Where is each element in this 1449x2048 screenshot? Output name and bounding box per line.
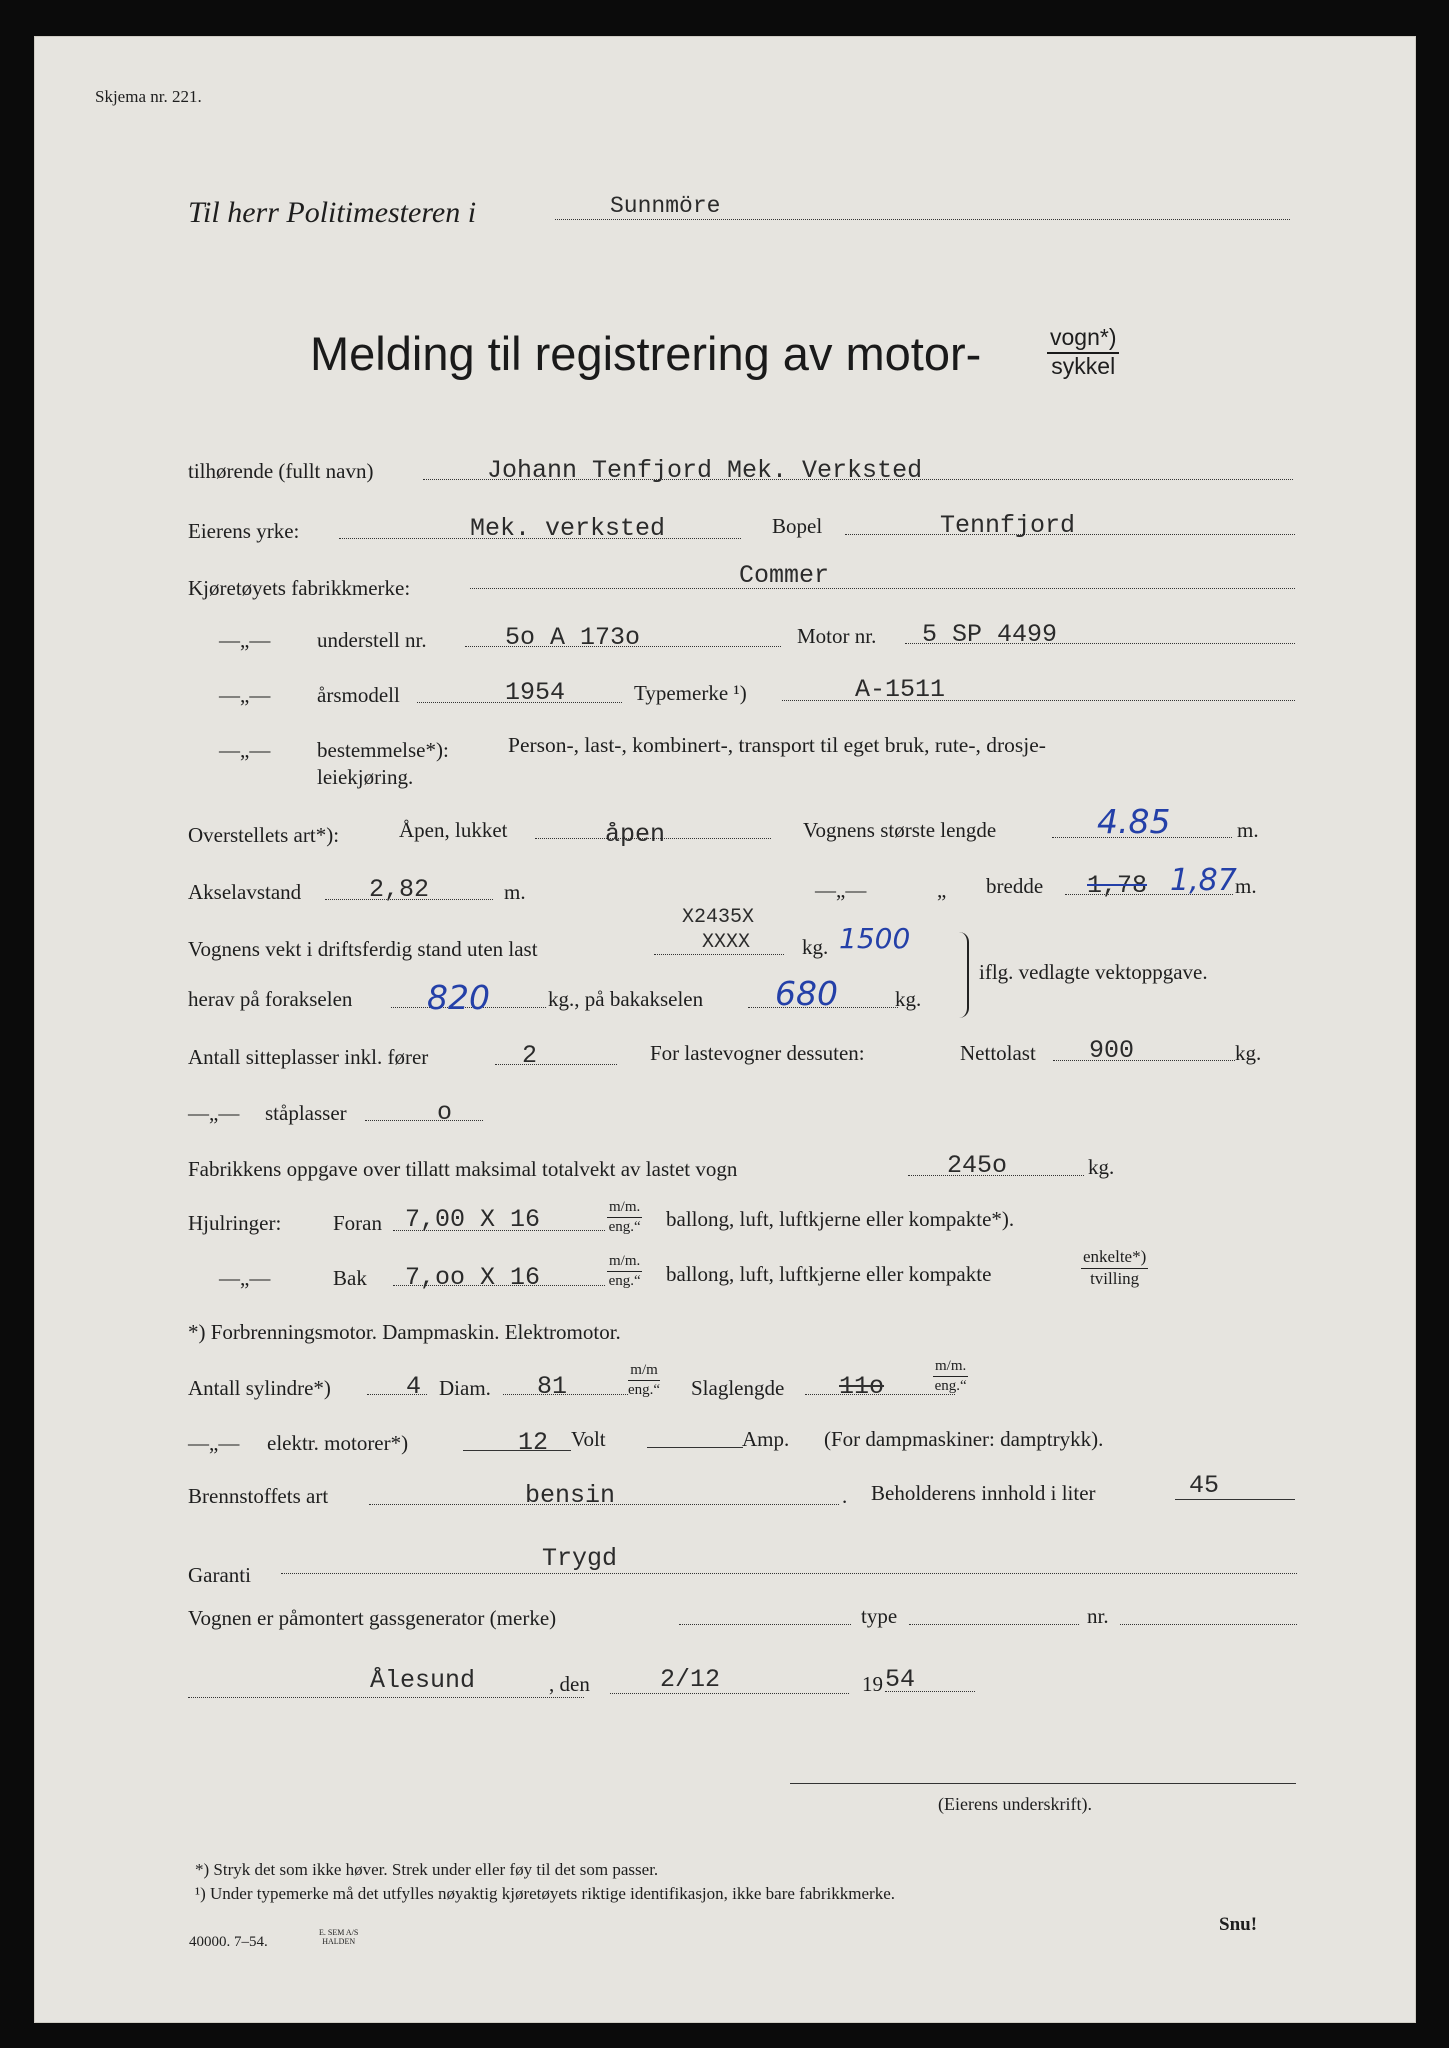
- owner-label: tilhørende (fullt navn): [188, 459, 374, 483]
- diameter-value[interactable]: 81: [537, 1372, 568, 1401]
- tires-rear-config-bottom: tvilling: [1090, 1268, 1140, 1288]
- place-value[interactable]: Ålesund: [370, 1666, 476, 1695]
- weight-label: Vognens vekt i driftsferdig stand uten last: [188, 937, 538, 961]
- printer-name-bottom: HALDEN: [322, 1936, 356, 1946]
- electric-label: elektr. motorer*): [267, 1431, 409, 1455]
- form-title: Melding til registrering av motor-: [310, 327, 982, 380]
- residence-label: Bopel: [772, 514, 823, 538]
- recipient-line: [555, 219, 1290, 220]
- signature-line[interactable]: [790, 1783, 1296, 1784]
- recipient-value[interactable]: Sunnmöre: [610, 193, 721, 219]
- motor-value[interactable]: 5 SP 4499: [922, 620, 1058, 649]
- gas-nr-line: [1120, 1624, 1297, 1625]
- electric-line: [463, 1450, 571, 1451]
- purpose-options-cont: leiekjøring.: [317, 765, 414, 789]
- tires-rear-config: [1081, 1248, 1148, 1288]
- type-label: Typemerke ¹): [634, 681, 747, 705]
- width-ditto-quote: „: [937, 878, 947, 902]
- standing-ditto: —„—: [188, 1101, 240, 1125]
- make-label: Kjøretøyets fabrikkmerke:: [188, 576, 411, 600]
- steam-pressure-label: (For dampmaskiner: damptrykk).: [824, 1427, 1104, 1451]
- standing-line: [365, 1120, 483, 1121]
- tank-value[interactable]: 45: [1189, 1471, 1220, 1500]
- tires-front-pos: Foran: [333, 1211, 382, 1235]
- tires-front-unit-bottom: eng.“: [608, 1218, 641, 1235]
- length-unit: m.: [1237, 818, 1259, 842]
- residence-value[interactable]: Tennfjord: [940, 511, 1076, 540]
- rear-axle-value[interactable]: 680: [775, 974, 838, 1013]
- weight-note: iflg. vedlagte vektoppgave.: [979, 960, 1208, 984]
- guarantee-label: Garanti: [188, 1563, 251, 1587]
- wheelbase-value[interactable]: 2,82: [369, 875, 430, 904]
- stroke-label: Slaglengde: [691, 1376, 785, 1400]
- tires-front-text: ballong, luft, luftkjerne eller kompakte*).: [666, 1207, 1015, 1231]
- amp-line: [647, 1447, 743, 1448]
- gas-generator-line: [679, 1624, 851, 1625]
- tires-rear-unit-bottom: eng.“: [608, 1272, 641, 1289]
- front-axle-unit: kg., på bakakselen: [548, 987, 704, 1011]
- form-number: Skjema nr. 221.: [95, 87, 202, 106]
- weight-crossed-bottom: XXXX: [702, 931, 751, 954]
- engine-types: *) Forbrenningsmotor. Dampmaskin. Elektromotor.: [188, 1320, 621, 1344]
- electric-value[interactable]: 12: [518, 1428, 549, 1457]
- max-weight-unit: kg.: [1088, 1155, 1115, 1179]
- make-value[interactable]: Commer: [739, 561, 830, 590]
- chassis-value[interactable]: 5o A 173o: [505, 623, 641, 652]
- weight-unit: kg.: [802, 935, 829, 959]
- gas-type-line: [909, 1624, 1079, 1625]
- weight-line: [654, 954, 784, 955]
- gas-type-label: type: [861, 1604, 898, 1628]
- cylinders-label: Antall sylindre*): [188, 1376, 331, 1400]
- body-type-options: Åpen, lukket: [399, 818, 508, 842]
- width-unit: m.: [1235, 874, 1257, 898]
- printer-name: [319, 1929, 358, 1947]
- type-value[interactable]: A-1511: [855, 675, 946, 704]
- max-weight-value[interactable]: 245o: [947, 1151, 1008, 1180]
- seats-value[interactable]: 2: [522, 1041, 538, 1070]
- purpose-options: Person-, last-, kombinert-, transport til eget bruk, rute-, drosje-: [508, 733, 1046, 757]
- fuel-value[interactable]: bensin: [525, 1481, 616, 1510]
- owner-value[interactable]: Johann Tenfjord Mek. Verksted: [487, 456, 923, 485]
- diameter-label: Diam.: [439, 1376, 491, 1400]
- model-year-value[interactable]: 1954: [505, 678, 566, 707]
- body-type-label: Overstellets art*):: [188, 823, 340, 847]
- date-value[interactable]: 2/12: [660, 1665, 721, 1694]
- date-den: , den: [549, 1672, 590, 1696]
- body-type-value[interactable]: åpen: [605, 820, 666, 849]
- model-year-ditto: —„—: [219, 683, 271, 707]
- gas-generator-label: Vognen er påmontert gassgenerator (merke): [188, 1606, 557, 1630]
- tires-rear-unit: [607, 1253, 642, 1289]
- footnote-typemerke: ¹) Under typemerke må det utfylles nøyaktig kjøretøyets riktige identifikasjon, ikke bare fabrikkmerke.: [195, 1884, 895, 1903]
- amp-label: Amp.: [742, 1427, 790, 1451]
- cargo-label: For lastevogner dessuten:: [650, 1041, 865, 1065]
- width-new-value[interactable]: 1,87: [1170, 863, 1237, 898]
- footnote-asterisk: *) Stryk det som ikke høver. Strek under eller føy til det som passer.: [195, 1860, 659, 1879]
- chassis-label: understell nr.: [317, 628, 427, 652]
- occupation-value[interactable]: Mek. verksted: [470, 514, 666, 543]
- diameter-unit-top: m/m: [628, 1362, 660, 1381]
- tires-rear-unit-top: m/m.: [607, 1253, 642, 1272]
- max-weight-label: Fabrikkens oppgave over tillatt maksimal totalvekt av lastet vogn: [188, 1157, 738, 1181]
- tires-front-value[interactable]: 7,00 X 16: [405, 1205, 541, 1234]
- occupation-label: Eierens yrke:: [188, 519, 300, 543]
- chassis-ditto: —„—: [219, 628, 271, 652]
- net-load-label: Nettolast: [960, 1041, 1036, 1065]
- weight-crossed-top: X2435X: [682, 906, 755, 929]
- weight-value[interactable]: 1500: [839, 922, 911, 955]
- diameter-unit: [628, 1362, 660, 1398]
- stroke-unit: [933, 1358, 968, 1394]
- title-vehicle-fraction: [1047, 325, 1119, 380]
- fuel-dot: .: [842, 1484, 848, 1508]
- tires-rear-pos: Bak: [333, 1266, 367, 1290]
- model-year-label: årsmodell: [317, 683, 400, 707]
- guarantee-value[interactable]: Trygd: [542, 1544, 618, 1573]
- seats-line: [495, 1064, 617, 1065]
- wheelbase-label: Akselavstand: [188, 880, 302, 904]
- signature-label: (Eierens underskrift).: [938, 1794, 1092, 1814]
- seats-label: Antall sitteplasser inkl. fører: [188, 1045, 429, 1069]
- title-fraction-bottom: sykkel: [1051, 353, 1116, 380]
- length-value[interactable]: 4.85: [1097, 802, 1171, 841]
- volt-label: Volt: [571, 1427, 606, 1451]
- motor-label: Motor nr.: [797, 624, 877, 648]
- tires-rear-value[interactable]: 7,oo X 16: [405, 1263, 541, 1292]
- standing-label: ståplasser: [265, 1101, 347, 1125]
- electric-ditto: —„—: [188, 1431, 240, 1455]
- front-axle-label: herav på forakselen: [188, 987, 353, 1011]
- purpose-label: bestemmelse*):: [317, 738, 449, 762]
- weight-brace: [957, 932, 969, 1018]
- stroke-unit-top: m/m.: [933, 1358, 968, 1377]
- make-line: [470, 588, 1295, 589]
- fuel-label: Brennstoffets art: [188, 1484, 329, 1508]
- length-label: Vognens største lengde: [803, 818, 997, 842]
- wheelbase-unit: m.: [504, 880, 526, 904]
- date-line: [610, 1693, 849, 1694]
- standing-value[interactable]: o: [437, 1098, 453, 1127]
- place-line: [188, 1697, 584, 1698]
- printer-name-top: E. SEM A/S: [319, 1928, 359, 1937]
- title-fraction-top: vogn*): [1047, 325, 1119, 354]
- net-load-unit: kg.: [1235, 1041, 1262, 1065]
- print-run: 40000. 7–54.: [189, 1934, 268, 1950]
- width-label: bredde: [986, 874, 1044, 898]
- stroke-unit-bottom: eng.“: [934, 1377, 967, 1394]
- tank-label: Beholderens innhold i liter: [871, 1481, 1096, 1505]
- rear-axle-unit: kg.: [895, 987, 922, 1011]
- tires-rear-config-top: enkelte*): [1081, 1248, 1148, 1269]
- gas-nr-label: nr.: [1087, 1604, 1109, 1628]
- year-prefix: 19: [862, 1672, 883, 1696]
- tires-front-unit-top: m/m.: [607, 1199, 642, 1218]
- turn-over-label: Snu!: [1219, 1914, 1258, 1935]
- stroke-value[interactable]: 11o: [839, 1372, 885, 1401]
- cylinders-value[interactable]: 4: [406, 1372, 422, 1401]
- tires-label: Hjulringer:: [188, 1211, 282, 1235]
- net-load-line: [1053, 1060, 1235, 1061]
- tires-front-unit: [607, 1199, 642, 1235]
- tires-rear-ditto: —„—: [219, 1266, 271, 1290]
- purpose-ditto: —„—: [219, 738, 271, 762]
- guarantee-line: [281, 1573, 1297, 1574]
- width-ditto: —„—: [815, 878, 867, 902]
- recipient-label: Til herr Politimesteren i: [188, 196, 477, 229]
- front-axle-value[interactable]: 820: [427, 978, 490, 1017]
- net-load-value[interactable]: 900: [1089, 1036, 1135, 1065]
- form-page: [34, 36, 1416, 2023]
- year-value[interactable]: 54: [885, 1665, 916, 1694]
- width-old-value[interactable]: 1,78: [1087, 871, 1148, 900]
- diameter-unit-bottom: eng.“: [628, 1381, 661, 1398]
- tires-rear-text: ballong, luft, luftkjerne eller kompakte: [666, 1262, 992, 1286]
